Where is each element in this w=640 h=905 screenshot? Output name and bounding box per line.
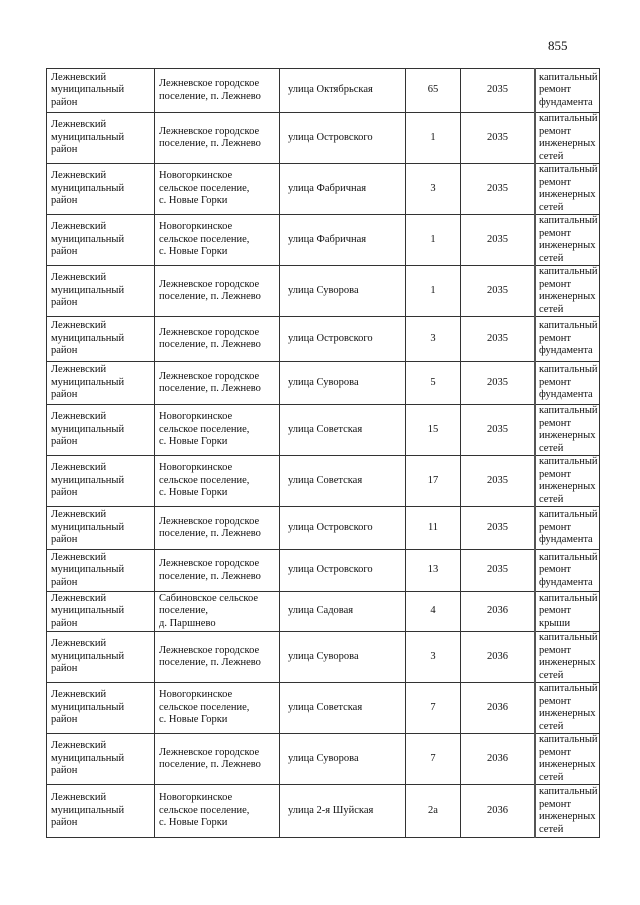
district-cell: Лежневский муниципальный район xyxy=(47,164,155,215)
street-cell: улица Суворова xyxy=(280,632,406,683)
house-number-cell: 13 xyxy=(406,550,461,592)
house-number-cell: 3 xyxy=(406,317,461,362)
district-cell: Лежневский муниципальный район xyxy=(47,405,155,456)
street-cell: улица Островского xyxy=(280,550,406,592)
settlement-cell: Новогоркинское сельское поселение, с. Новые Горки xyxy=(155,164,280,215)
year-cell: 2035 xyxy=(461,266,536,317)
district-cell: Лежневский муниципальный район xyxy=(47,113,155,164)
district-cell: Лежневский муниципальный район xyxy=(47,266,155,317)
settlement-cell: Лежневское городское поселение, п. Лежнево xyxy=(155,632,280,683)
house-number-cell: 1 xyxy=(406,266,461,317)
table-row xyxy=(47,164,600,215)
year-cell: 2035 xyxy=(461,317,536,362)
house-number-cell: 7 xyxy=(406,734,461,785)
street-cell: улица Советская xyxy=(280,683,406,734)
district-cell: Лежневский муниципальный район xyxy=(47,785,155,838)
settlement-cell: Лежневское городское поселение, п. Лежнево xyxy=(155,113,280,164)
house-number-cell: 7 xyxy=(406,683,461,734)
table-row xyxy=(47,507,600,550)
street-cell: улица Октябрьская xyxy=(280,69,406,113)
table-row xyxy=(47,683,600,734)
work-type-cell: капитальный ремонт инженерных сетей xyxy=(535,164,600,215)
district-cell: Лежневский муниципальный район xyxy=(47,69,155,113)
year-cell: 2035 xyxy=(461,507,536,550)
house-number-cell: 4 xyxy=(406,592,461,632)
street-cell: улица Садовая xyxy=(280,592,406,632)
year-cell: 2035 xyxy=(461,113,536,164)
district-cell: Лежневский муниципальный район xyxy=(47,550,155,592)
year-cell: 2036 xyxy=(461,592,536,632)
house-number-cell: 1 xyxy=(406,113,461,164)
street-cell: улица Островского xyxy=(280,507,406,550)
street-cell: улица Советская xyxy=(280,405,406,456)
table-row xyxy=(47,456,600,507)
house-number-cell: 11 xyxy=(406,507,461,550)
year-cell: 2036 xyxy=(461,683,536,734)
house-number-cell: 1 xyxy=(406,215,461,266)
settlement-cell: Лежневское городское поселение, п. Лежнево xyxy=(155,734,280,785)
street-cell: улица Фабричная xyxy=(280,164,406,215)
district-cell: Лежневский муниципальный район xyxy=(47,683,155,734)
street-cell: улица Суворова xyxy=(280,362,406,405)
year-cell: 2035 xyxy=(461,215,536,266)
year-cell: 2035 xyxy=(461,164,536,215)
page-number: 855 xyxy=(548,38,568,53)
settlement-cell: Новогоркинское сельское поселение, с. Новые Горки xyxy=(155,683,280,734)
work-type-cell: капитальный ремонт инженерных сетей xyxy=(535,405,600,456)
table-row xyxy=(47,69,600,113)
district-cell: Лежневский муниципальный район xyxy=(47,734,155,785)
settlement-cell: Новогоркинское сельское поселение, с. Новые Горки xyxy=(155,456,280,507)
settlement-cell: Лежневское городское поселение, п. Лежнево xyxy=(155,317,280,362)
table-row xyxy=(47,113,600,164)
district-cell: Лежневский муниципальный район xyxy=(47,215,155,266)
district-cell: Лежневский муниципальный район xyxy=(47,362,155,405)
year-cell: 2035 xyxy=(461,550,536,592)
street-cell: улица 2-я Шуйская xyxy=(280,785,406,838)
year-cell: 2036 xyxy=(461,632,536,683)
settlement-cell: Новогоркинское сельское поселение, с. Новые Горки xyxy=(155,405,280,456)
year-cell: 2035 xyxy=(461,69,536,113)
table-row xyxy=(47,592,600,632)
settlement-cell: Лежневское городское поселение, п. Лежнево xyxy=(155,69,280,113)
table-row xyxy=(47,632,600,683)
settlement-cell: Лежневское городское поселение, п. Лежнево xyxy=(155,550,280,592)
district-cell: Лежневский муниципальный район xyxy=(47,507,155,550)
district-cell: Лежневский муниципальный район xyxy=(47,456,155,507)
table-row xyxy=(47,405,600,456)
district-cell: Лежневский муниципальный район xyxy=(47,632,155,683)
work-type-cell: капитальный ремонт инженерных сетей xyxy=(535,683,600,734)
house-number-cell: 2а xyxy=(406,785,461,838)
work-type-cell: капитальный ремонт инженерных сетей xyxy=(535,215,600,266)
table-row xyxy=(47,734,600,785)
street-cell: улица Суворова xyxy=(280,734,406,785)
year-cell: 2035 xyxy=(461,362,536,405)
year-cell: 2035 xyxy=(461,405,536,456)
street-cell: улица Фабричная xyxy=(280,215,406,266)
work-type-cell: капитальный ремонт инженерных сетей xyxy=(535,266,600,317)
street-cell: улица Островского xyxy=(280,113,406,164)
street-cell: улица Островского xyxy=(280,317,406,362)
settlement-cell: Новогоркинское сельское поселение, с. Новые Горки xyxy=(155,215,280,266)
settlement-cell: Сабиновское сельское поселение, д. Паршнево xyxy=(155,592,280,632)
district-cell: Лежневский муниципальный район xyxy=(47,317,155,362)
work-type-cell: капитальный ремонт крыши xyxy=(535,592,600,632)
street-cell: улица Суворова xyxy=(280,266,406,317)
table-row xyxy=(47,362,600,405)
settlement-cell: Лежневское городское поселение, п. Лежнево xyxy=(155,362,280,405)
year-cell: 2036 xyxy=(461,785,536,838)
settlement-cell: Лежневское городское поселение, п. Лежнево xyxy=(155,507,280,550)
work-type-cell: капитальный ремонт инженерных сетей xyxy=(535,456,600,507)
work-type-cell: капитальный ремонт фундамента xyxy=(535,317,600,362)
house-number-cell: 17 xyxy=(406,456,461,507)
work-type-cell: капитальный ремонт фундамента xyxy=(535,69,600,113)
work-type-cell: капитальный ремонт фундамента xyxy=(535,550,600,592)
district-cell: Лежневский муниципальный район xyxy=(47,592,155,632)
settlement-cell: Новогоркинское сельское поселение, с. Новые Горки xyxy=(155,785,280,838)
work-type-cell: капитальный ремонт инженерных сетей xyxy=(535,734,600,785)
work-type-cell: капитальный ремонт инженерных сетей xyxy=(535,785,600,838)
table-row xyxy=(47,550,600,592)
work-type-cell: капитальный ремонт инженерных сетей xyxy=(535,632,600,683)
house-number-cell: 15 xyxy=(406,405,461,456)
work-type-cell: капитальный ремонт фундамента xyxy=(535,507,600,550)
year-cell: 2036 xyxy=(461,734,536,785)
house-number-cell: 65 xyxy=(406,69,461,113)
table-row xyxy=(47,317,600,362)
house-number-cell: 3 xyxy=(406,632,461,683)
house-number-cell: 3 xyxy=(406,164,461,215)
table-row xyxy=(47,785,600,838)
work-type-cell: капитальный ремонт фундамента xyxy=(535,362,600,405)
street-cell: улица Советская xyxy=(280,456,406,507)
repair-schedule-table xyxy=(46,68,600,838)
house-number-cell: 5 xyxy=(406,362,461,405)
work-type-cell: капитальный ремонт инженерных сетей xyxy=(535,113,600,164)
year-cell: 2035 xyxy=(461,456,536,507)
table-row xyxy=(47,215,600,266)
settlement-cell: Лежневское городское поселение, п. Лежнево xyxy=(155,266,280,317)
table-row xyxy=(47,266,600,317)
